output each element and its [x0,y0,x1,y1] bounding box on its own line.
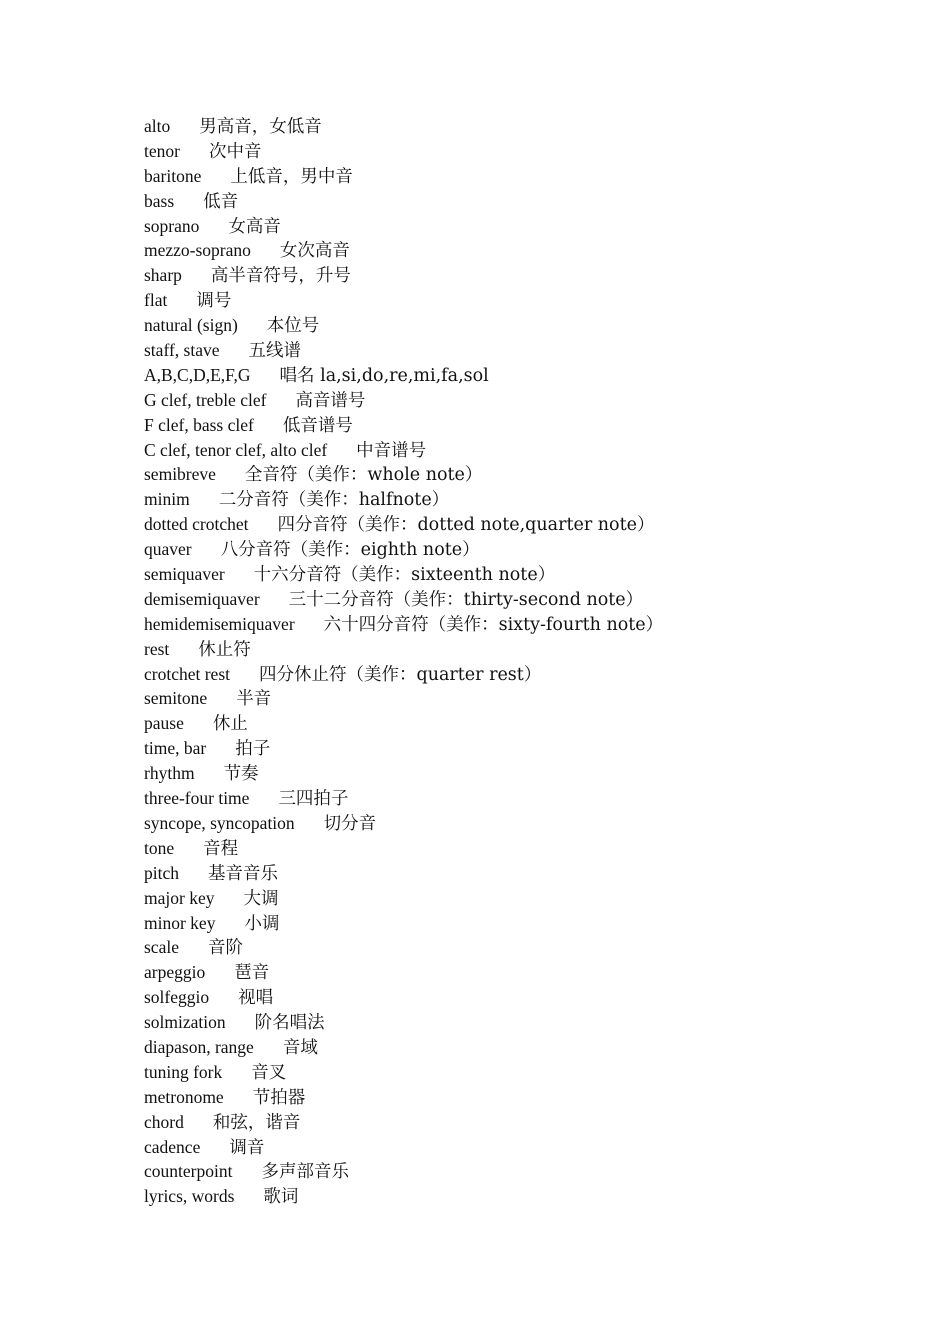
glossary-entry [144,139,904,164]
glossary-entry [144,413,904,438]
english-term: semiquaver [144,564,225,585]
english-term: baritone [144,165,202,186]
glossary-entry [144,911,904,936]
chinese-translation: 音叉 [251,1062,287,1083]
chinese-translation: 五线谱 [248,341,301,362]
chinese-translation: 小调 [244,913,280,934]
english-term: semitone [144,688,208,709]
english-term: three-four time [144,788,250,809]
glossary-entry [144,836,904,861]
english-term: metronome [144,1086,224,1107]
chinese-translation: 切分音 [323,813,377,834]
english-term: pitch [144,862,179,883]
chinese-translation: 视唱 [238,988,274,1009]
english-term: pause [144,713,184,734]
english-term: chord [144,1111,184,1132]
glossary-entry [144,562,904,587]
glossary-entry [144,338,904,363]
chinese-translation: 大调 [243,888,279,909]
glossary-entry [144,189,904,214]
chinese-translation: 节拍器 [252,1087,306,1108]
chinese-translation: 六十四分音符（美作：sixty-fourth note） [323,614,664,635]
glossary-entry [144,512,904,537]
glossary-entry [144,1085,904,1110]
chinese-translation: 上低音，男中音 [230,166,353,187]
chinese-translation: 女次高音 [279,241,350,262]
glossary-entry [144,1135,904,1160]
glossary-entry [144,786,904,811]
english-term: rest [144,638,170,659]
english-term: C clef, tenor clef, alto clef [144,439,328,460]
chinese-translation: 多声部音乐 [261,1162,349,1183]
glossary-entry [144,686,904,711]
english-term: semibreve [144,464,216,485]
chinese-translation: 和弦，谐音 [212,1112,301,1133]
glossary-entry [144,1010,904,1035]
english-term: time, bar [144,738,207,759]
english-term: cadence [144,1136,201,1157]
chinese-translation: 男高音，女低音 [199,117,322,137]
chinese-translation: 基音音乐 [208,863,278,884]
glossary-entry [144,462,904,487]
glossary-entry [144,811,904,836]
english-term: lyrics, words [144,1186,235,1207]
chinese-translation: 本位号 [266,316,320,337]
glossary-entry [144,761,904,786]
chinese-translation: 音阶 [207,938,243,959]
english-term: alto [144,116,171,136]
glossary-entry [144,388,904,413]
glossary-entry [144,861,904,886]
glossary-entry [144,487,904,512]
chinese-translation: 全音符（美作：whole note） [244,465,483,486]
glossary-entry [144,587,904,612]
glossary-entry [144,886,904,911]
glossary-entry [144,438,904,463]
chinese-translation: 十六分音符（美作：sixteenth note） [253,565,556,586]
english-term: tenor [144,140,180,161]
chinese-translation: 低音谱号 [282,415,353,436]
chinese-translation: 中音谱号 [356,440,427,461]
chinese-translation: 高半音符号，升号 [210,266,351,287]
glossary-entry [144,612,904,637]
english-term: dotted crotchet [144,514,249,535]
english-term: tone [144,837,175,858]
chinese-translation: 半音 [236,689,272,710]
chinese-translation: 调号 [196,291,232,312]
chinese-translation: 音域 [282,1037,318,1058]
chinese-translation: 三四拍子 [278,789,349,810]
english-term: A,B,C,D,E,F,G [144,364,251,385]
english-term: bass [144,190,175,211]
english-term: solfeggio [144,987,210,1008]
glossary-entry [144,637,904,662]
glossary-entry [144,711,904,736]
glossary-entry [144,114,904,139]
english-term: tuning fork [144,1061,223,1082]
english-term: quaver [144,539,192,560]
chinese-translation: 四分休止符（美作：quarter rest） [259,664,542,685]
english-term: syncope, syncopation [144,812,295,833]
english-term: F clef, bass clef [144,414,254,435]
glossary-entry [144,238,904,263]
chinese-translation: 调音 [229,1137,265,1158]
english-term: hemidemisemiquaver [144,613,295,634]
chinese-translation: 阶名唱法 [254,1013,325,1034]
english-term: solmization [144,1012,226,1033]
english-term: rhythm [144,763,195,784]
chinese-translation: 节奏 [223,764,259,785]
glossary-entry [144,313,904,338]
english-term: counterpoint [144,1161,233,1182]
chinese-translation: 八分音符（美作：eighth note） [220,540,480,561]
chinese-translation: 拍子 [235,739,271,760]
music-glossary-list [144,114,904,1209]
chinese-translation: 琶音 [234,963,270,984]
chinese-translation: 四分音符（美作：dotted note,quarter note） [277,515,655,536]
glossary-entry [144,1110,904,1135]
chinese-translation: 二分音符（美作：halfnote） [218,490,450,511]
chinese-translation: 歌词 [263,1187,299,1208]
glossary-entry [144,935,904,960]
chinese-translation: 三十二分音符（美作：thirty-second note） [288,589,644,610]
glossary-entry [144,164,904,189]
chinese-translation: 女高音 [228,216,281,237]
english-term: demisemiquaver [144,588,260,609]
chinese-translation: 唱名 la,si,do,re,mi,fa,sol [279,365,489,386]
english-term: minim [144,489,190,510]
glossary-entry [144,537,904,562]
glossary-entry [144,736,904,761]
english-term: sharp [144,265,182,286]
chinese-translation: 休止符 [198,639,251,660]
glossary-entry [144,1035,904,1060]
glossary-entry [144,363,904,388]
chinese-translation: 次中音 [208,141,262,162]
english-term: mezzo-soprano [144,240,251,261]
chinese-translation: 低音 [203,191,239,212]
glossary-entry [144,263,904,288]
english-term: natural (sign) [144,315,238,336]
chinese-translation: 高音谱号 [295,390,366,411]
english-term: arpeggio [144,962,206,983]
glossary-entry [144,214,904,239]
glossary-entry [144,985,904,1010]
chinese-translation: 音程 [203,838,239,859]
english-term: diapason, range [144,1036,254,1057]
english-term: minor key [144,912,216,933]
glossary-entry [144,1159,904,1184]
english-term: staff, stave [144,340,220,361]
english-term: flat [144,290,168,311]
chinese-translation: 休止 [212,714,248,735]
english-term: crotchet rest [144,663,230,684]
english-term: scale [144,937,179,958]
english-term: G clef, treble clef [144,389,267,410]
glossary-entry [144,960,904,985]
glossary-entry [144,1060,904,1085]
english-term: major key [144,887,215,908]
glossary-entry [144,1184,904,1209]
glossary-entry [144,662,904,687]
glossary-entry [144,288,904,313]
english-term: soprano [144,215,200,236]
